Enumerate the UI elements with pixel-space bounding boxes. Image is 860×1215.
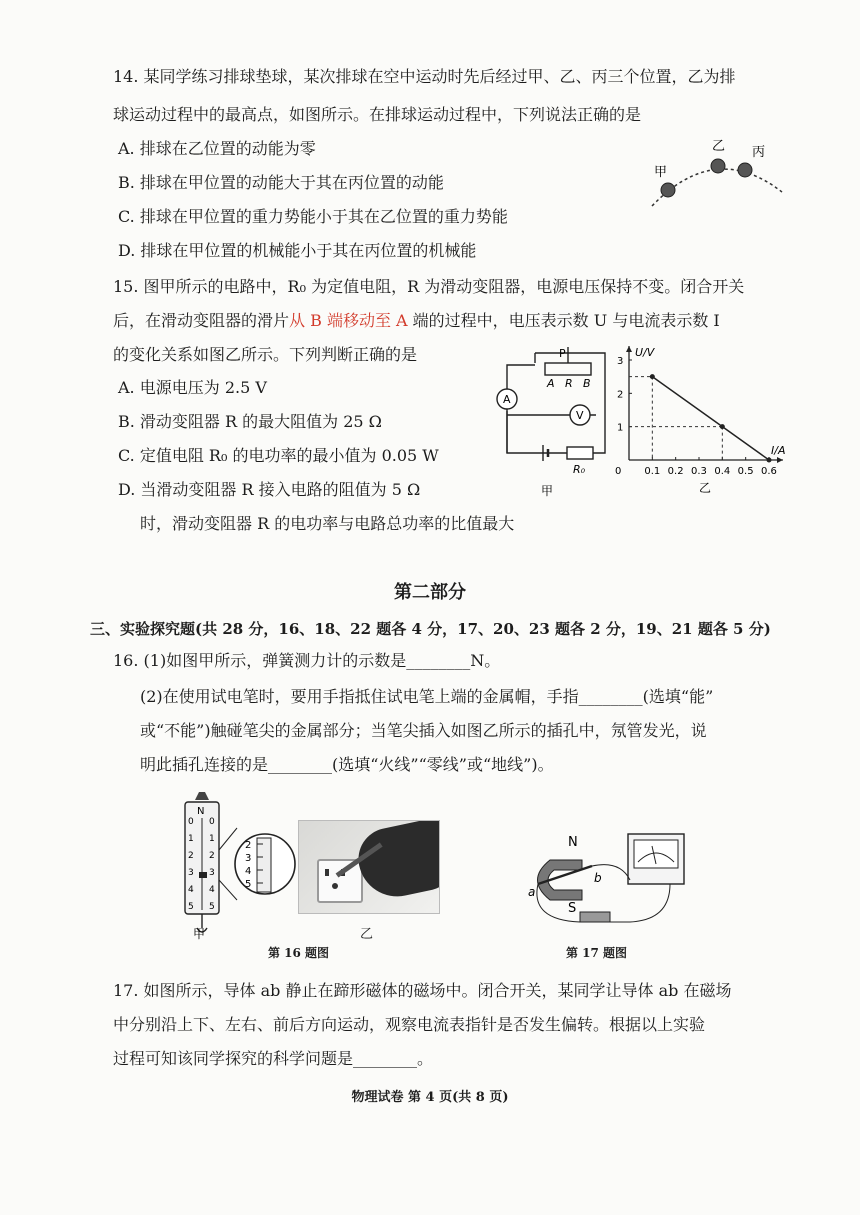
x-axis-arrow	[777, 457, 783, 463]
magnet-s-label: S	[568, 901, 577, 916]
ammeter-label: A	[503, 393, 511, 406]
zoom-tick-label: 3	[245, 853, 252, 864]
x-tick-label: 0.6	[761, 466, 777, 477]
scale-unit-n: N	[197, 806, 205, 817]
slider-label-p: P	[559, 347, 566, 360]
q14-option-d: D. 排球在甲位置的机械能小于其在丙位置的机械能	[118, 241, 477, 260]
y-tick-label: 1	[617, 422, 624, 434]
q15-stem-line3: 的变化关系如图乙所示。下列判断正确的是	[113, 345, 418, 364]
section-heading: 三、实验探究题(共 28 分，16、18、22 题各 4 分，17、20、23 题各 2 分，19、21 题各 5 分)	[90, 620, 771, 638]
circuit-caption: 甲	[541, 484, 554, 498]
conductor-b-label: b	[594, 871, 602, 885]
q16-part2-line3: 明此插孔连接的是________(选填“火线”“零线”或“地线”)。	[140, 755, 554, 774]
scale-tick-right: 4	[209, 885, 215, 895]
hand-shape	[353, 820, 440, 904]
q14-option-c: C. 排球在甲位置的重力势能小于其在乙位置的重力势能	[118, 207, 508, 226]
q17-line2: 中分别沿上下、左右、前后方向运动，观察电流表指针是否发生偏转。根据以上实验	[113, 1015, 706, 1034]
q16-part1: 16. (1)如图甲所示，弹簧测力计的示数是________N。	[113, 651, 501, 670]
q15-option-d-line1: D. 当滑动变阻器 R 接入电路的阻值为 5 Ω	[118, 480, 421, 499]
ball-jia	[661, 183, 675, 197]
q17-line3: 过程可知该同学探究的科学问题是________。	[113, 1049, 434, 1068]
ball-yi	[711, 159, 725, 173]
scale-tick-left: 2	[188, 851, 194, 861]
graph-caption: 乙	[699, 481, 712, 495]
r0-label: R₀	[573, 463, 586, 476]
q15-option-c: C. 定值电阻 R₀ 的电功率的最小值为 0.05 W	[118, 446, 439, 465]
rheostat-label-r: R	[565, 377, 573, 390]
page-footer: 物理试卷 第 4 页(共 8 页)	[351, 1090, 509, 1105]
terminal-label-b: B	[583, 377, 591, 390]
q14-option-a: A. 排球在乙位置的动能为零	[118, 139, 316, 158]
q15-stem-pre: 后，在滑动变阻器的滑片	[113, 311, 290, 330]
socket-panel	[317, 859, 363, 903]
fig17-caption: 第 17 题图	[566, 946, 628, 960]
zoom-tick-label: 2	[245, 840, 252, 851]
scale-tick-right: 1	[209, 834, 215, 844]
x-axis-label: I/A	[771, 444, 786, 457]
fig16-caption: 第 16 题图	[268, 946, 330, 960]
ui-series-line	[652, 377, 769, 460]
part2-title: 第二部分	[394, 582, 466, 603]
q15-stem-line2	[113, 310, 720, 332]
q15-stem-highlight: 从 B 端移动至 A	[289, 311, 408, 330]
r0-resistor	[567, 447, 593, 459]
ui-data-point	[767, 458, 772, 463]
zoom-tick-label: 5	[245, 879, 252, 890]
electromagnetic-induction-figure	[520, 800, 695, 935]
scale-tick-right: 0	[209, 817, 215, 827]
scale-tick-left: 0	[188, 817, 194, 827]
q14-stem-line1: 14. 某同学练习排球垫球，某次排球在空中运动时先后经过甲、乙、丙三个位置，乙为排	[113, 67, 736, 86]
fig-yi-caption: 乙	[360, 927, 374, 942]
label-yi: 乙	[712, 139, 726, 154]
fig-jia-caption: 甲	[193, 927, 206, 940]
x-tick-label: 0.2	[667, 466, 684, 477]
q16-part2-line2: 或“不能”)触碰笔尖的金属部分；当笔尖插入如图乙所示的插孔中，氖管发光，说	[140, 721, 707, 740]
ui-data-point	[650, 374, 655, 379]
ui-graph	[605, 340, 795, 500]
scale-tick-left: 1	[188, 834, 194, 844]
x-tick-label: 0	[615, 466, 622, 477]
ball-bing	[738, 163, 752, 177]
x-tick-label: 0.4	[714, 466, 731, 477]
q17-line1: 17. 如图所示，导体 ab 静止在蹄形磁体的磁场中。闭合开关，某同学让导体 ab 在磁场	[113, 981, 732, 1000]
label-jia: 甲	[654, 165, 668, 180]
x-tick-label: 0.3	[691, 466, 707, 477]
conductor-a-label: a	[528, 885, 536, 899]
x-tick-label: 0.5	[737, 466, 754, 477]
volleyball-trajectory-figure	[640, 130, 785, 210]
magnet-n-label: N	[568, 835, 578, 850]
scale-tick-left: 5	[188, 902, 194, 912]
q15-option-d-line2: 时，滑动变阻器 R 的电功率与电路总功率的比值最大	[140, 514, 515, 533]
scale-tick-right: 2	[209, 851, 215, 861]
terminal-label-a: A	[547, 377, 555, 390]
q16-part2-line1: (2)在使用试电笔时，要用手指抵住试电笔上端的金属帽，手指________(选填“能”	[140, 687, 714, 706]
q14-stem-line2: 球运动过程中的最高点，如图所示。在排球运动过程中，下列说法正确的是	[113, 105, 642, 124]
label-bing: 丙	[752, 145, 766, 160]
q15-option-a: A. 电源电压为 2.5 V	[118, 378, 267, 397]
test-pen-photo	[298, 820, 440, 914]
voltmeter-label: V	[576, 409, 584, 422]
zoom-tick-label: 4	[245, 866, 252, 877]
y-axis-label: U/V	[635, 346, 655, 359]
y-tick-label: 2	[617, 389, 624, 401]
y-axis-arrow	[626, 346, 632, 352]
ui-data-point	[720, 424, 725, 429]
q15-option-b: B. 滑动变阻器 R 的最大阻值为 25 Ω	[118, 412, 382, 431]
x-tick-label: 0.1	[644, 466, 661, 477]
scale-tick-left: 4	[188, 885, 194, 895]
scale-tick-left: 3	[188, 868, 194, 878]
scale-tick-right: 5	[209, 902, 215, 912]
circuit-diagram	[495, 345, 615, 500]
spring-scale-figure	[175, 790, 300, 940]
q15-stem-post: 端的过程中，电压表示数 U 与电流表示数 I	[407, 311, 720, 330]
y-tick-label: 3	[617, 356, 624, 367]
q14-option-b: B. 排球在甲位置的动能大于其在丙位置的动能	[118, 173, 444, 192]
q15-stem-line1: 15. 图甲所示的电路中，R₀ 为定值电阻，R 为滑动变阻器，电源电压保持不变。闭合开关	[113, 277, 745, 296]
scale-tick-right: 3	[209, 868, 215, 878]
